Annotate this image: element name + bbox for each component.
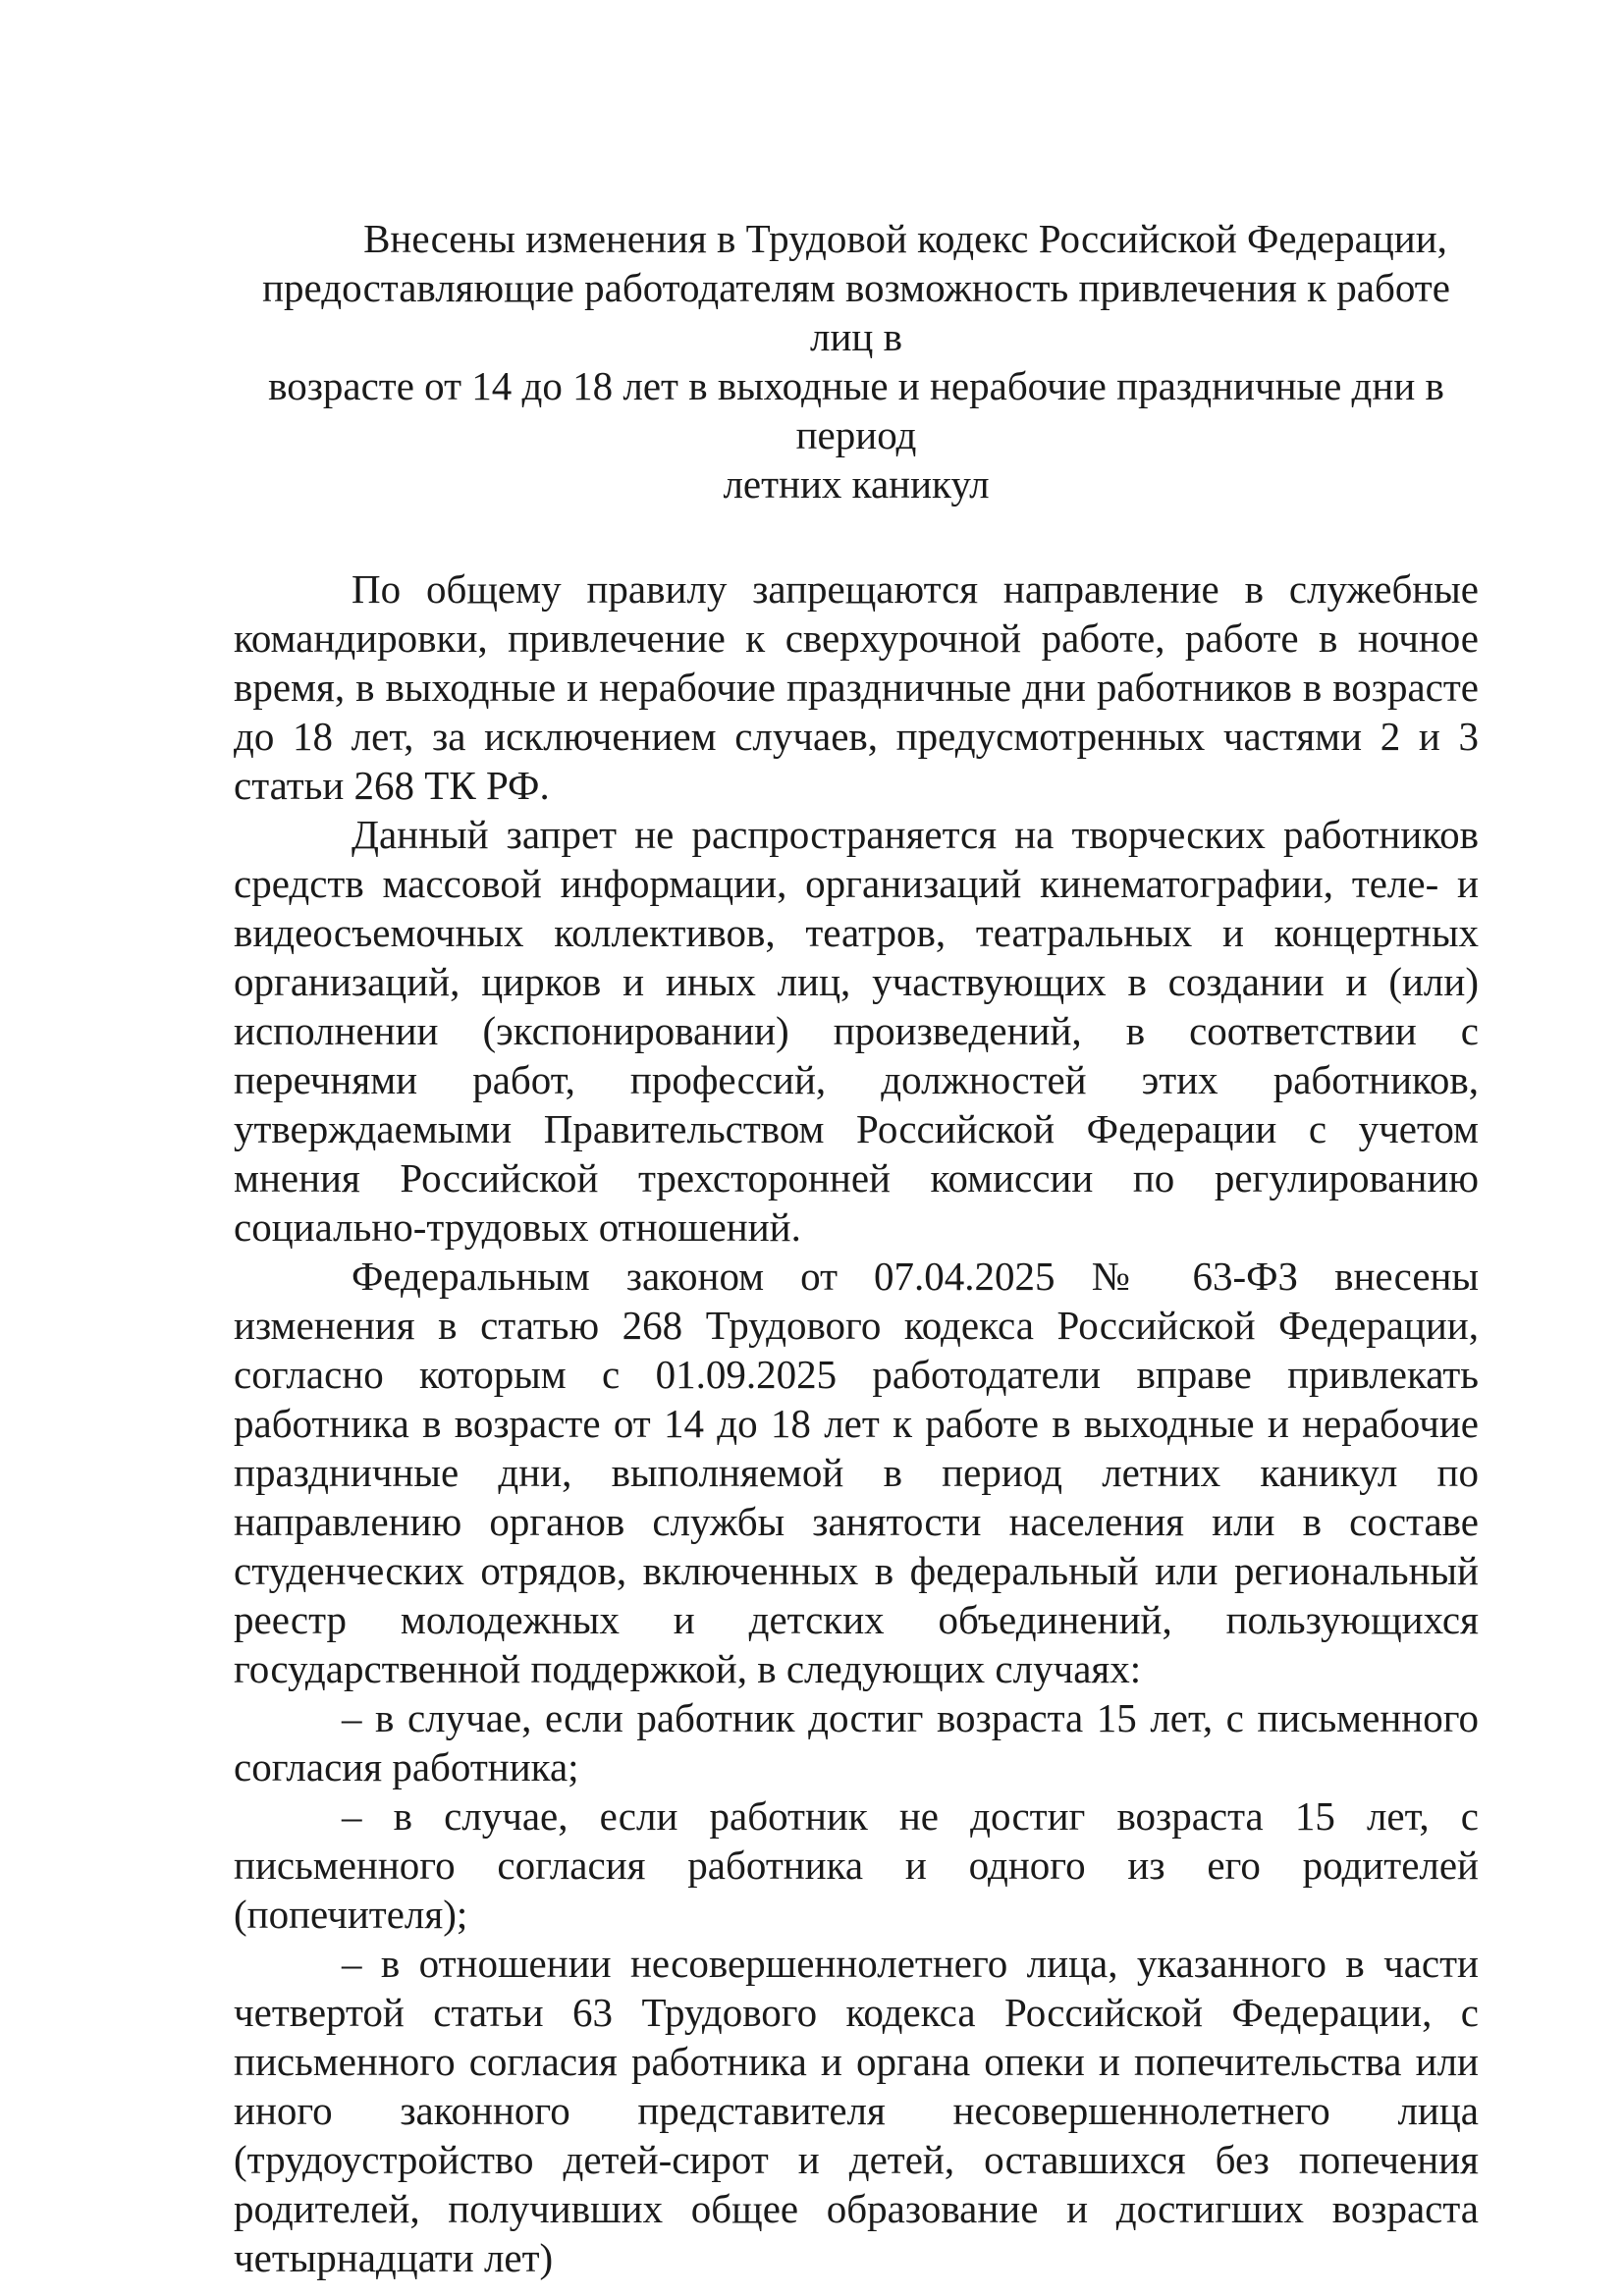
- document-title: [234, 214, 1479, 508]
- title-line-1: Внесены изменения в Трудовой кодекс Российской Федерации,: [363, 216, 1447, 261]
- title-line-3: возрасте от 14 до 18 лет в выходные и нерабочие праздничные дни в период: [268, 363, 1444, 457]
- list-item-orphans: – в отношении несовершеннолетнего лица, указанного в части четвертой статьи 63 Трудового кодекса Российской Федерации, с письменного согласия работника и органа опеки и попечительства или иного законного представителя несовершеннолетнего лица (трудоустройство детей-сирот и детей, оставшихся без попечения родителей, получивших общее образование и достигших возраста четырнадцати лет): [234, 1941, 1479, 2280]
- title-line-2: предоставляющие работодателям возможность привлечения к работе лиц в: [262, 265, 1450, 359]
- list-item-age-15-plus: – в случае, если работник достиг возраста 15 лет, с письменного согласия работника;: [234, 1695, 1479, 1789]
- document-page: [234, 214, 1479, 2282]
- paragraph-exception: Данный запрет не распространяется на творческих работников средств массовой информации, организаций кинематографии, теле- и видеосъемочных коллективов, театров, театральных и концертных организаций, цирков и иных лиц, участвующих в создании и (или) исполнении (экспонировании) произведений, в соответствии с перечнями работ, профессий, должностей этих работников, утверждаемыми Правительством Российской Федерации с учетом мнения Российской трехсторонней комиссии по регулированию социально-трудовых отношений.: [234, 812, 1479, 1250]
- paragraph-federal-law: Федеральным законом от 07.04.2025 № 63-ФЗ внесены изменения в статью 268 Трудового кодекса Российской Федерации, согласно которым с 01.09.2025 работодатели вправе привлекать работника в возрасте от 14 до 18 лет к работе в выходные и нерабочие праздничные дни, выполняемой в период летних каникул по направлению органов службы занятости населения или в составе студенческих отрядов, включенных в федеральный или региональный реестр молодежных и детских объединений, пользующихся государственной поддержкой, в следующих случаях:: [234, 1254, 1479, 1691]
- title-line-4: летних каникул: [723, 461, 990, 507]
- document-body: [234, 564, 1479, 2282]
- list-item-under-15: – в случае, если работник не достиг возраста 15 лет, с письменного согласия работника и одного из его родителей (попечителя);: [234, 1793, 1479, 1937]
- paragraph-general-rule: По общему правилу запрещаются направление в служебные командировки, привлечение к сверхурочной работе, работе в ночное время, в выходные и нерабочие праздничные дни работников в возрасте до 18 лет, за исключением случаев, предусмотренных частями 2 и 3 статьи 268 ТК РФ.: [234, 566, 1479, 808]
